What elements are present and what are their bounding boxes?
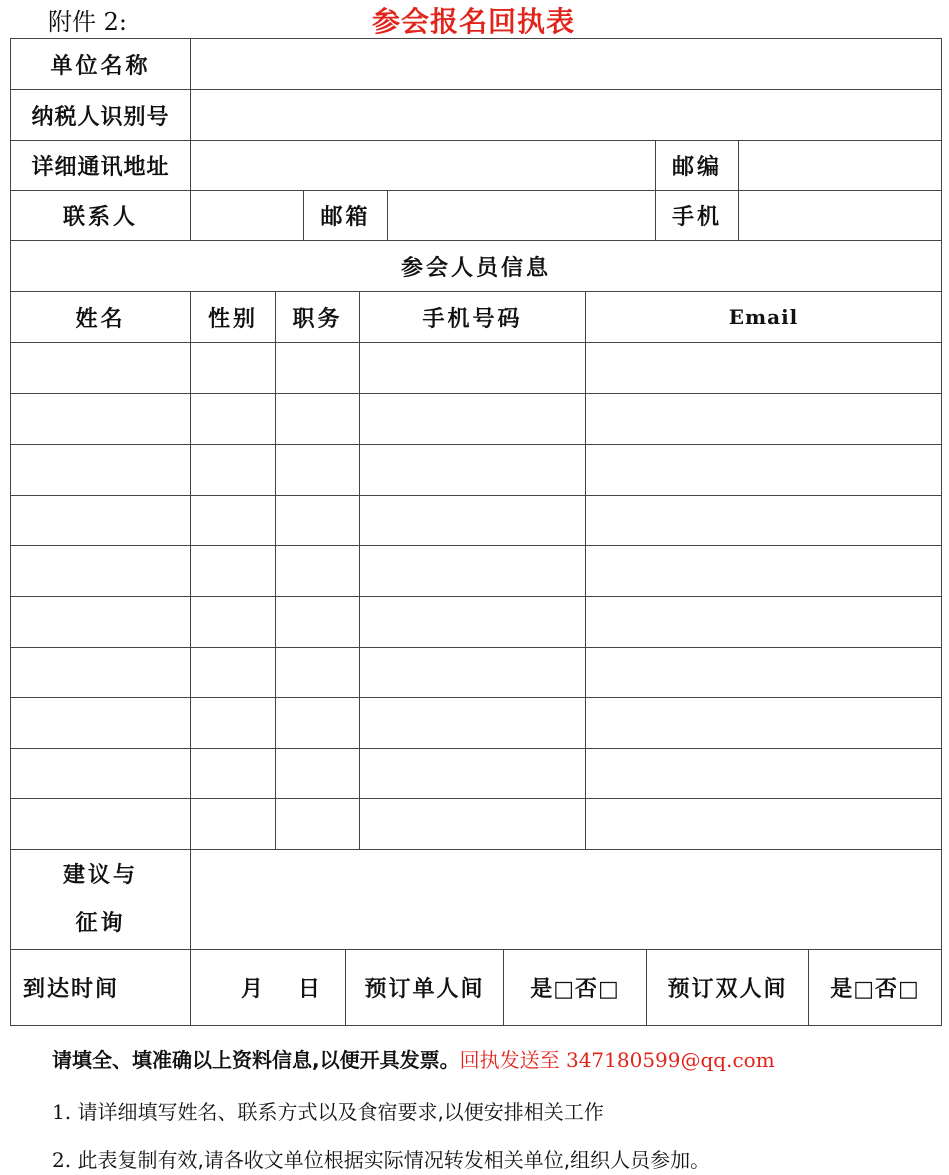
- attendee-cell[interactable]: [276, 394, 359, 444]
- mobile-field[interactable]: [739, 191, 941, 240]
- attendee-name-cell[interactable]: [11, 698, 190, 748]
- attendee-cell[interactable]: [360, 445, 585, 495]
- attendee-cell[interactable]: [191, 749, 275, 798]
- address-label: 详细通讯地址: [31, 155, 170, 180]
- single-room-label: 预订单人间: [364, 977, 485, 1002]
- attendee-cell[interactable]: [276, 597, 359, 647]
- footer-note: [52, 1044, 775, 1073]
- postcode-field[interactable]: [739, 141, 941, 190]
- attendee-cell[interactable]: [276, 546, 359, 596]
- arrival-label: 到达时间: [23, 977, 120, 1002]
- attendee-cell[interactable]: [586, 496, 941, 545]
- attendee-cell[interactable]: [360, 597, 585, 647]
- attendee-cell[interactable]: [586, 394, 941, 444]
- attendee-name-cell[interactable]: [11, 597, 190, 647]
- address-field[interactable]: [191, 141, 655, 190]
- attendee-cell[interactable]: [586, 648, 941, 697]
- double-room-label: 预订双人间: [667, 977, 788, 1002]
- footer-item-2-text: 此表复制有效,请各收文单位根据实际情况转发相关单位,组织人员参加。: [77, 1148, 711, 1172]
- attendee-cell[interactable]: [276, 445, 359, 495]
- attendee-cell[interactable]: [586, 597, 941, 647]
- attendee-cell[interactable]: [276, 496, 359, 545]
- attendee-name-cell[interactable]: [11, 394, 190, 444]
- attendee-name-cell[interactable]: [11, 445, 190, 495]
- taxpayer-id-field[interactable]: [191, 90, 941, 140]
- attendee-cell[interactable]: [191, 343, 275, 393]
- attendee-name-cell[interactable]: [11, 496, 190, 545]
- attendee-cell[interactable]: [586, 343, 941, 393]
- footer-item-2-number: 2.: [52, 1148, 72, 1172]
- column-header-name: 姓名: [75, 306, 126, 332]
- attendee-cell[interactable]: [586, 698, 941, 748]
- unit-name-field[interactable]: [191, 39, 941, 89]
- attendee-cell[interactable]: [191, 597, 275, 647]
- attendee-cell[interactable]: [360, 749, 585, 798]
- email-label: 邮箱: [320, 205, 371, 230]
- suggestion-label-line2: 征询: [75, 910, 126, 936]
- footer-note-bold: 请填全、填准确以上资料信息,以便开具发票。: [52, 1048, 460, 1072]
- attendee-cell[interactable]: [276, 343, 359, 393]
- attendee-cell[interactable]: [586, 799, 941, 849]
- column-header-gender: 性别: [207, 306, 258, 332]
- day-label: 日: [297, 977, 323, 1002]
- attendee-cell[interactable]: [360, 799, 585, 849]
- attendee-cell[interactable]: [191, 546, 275, 596]
- attendee-cell[interactable]: [276, 698, 359, 748]
- column-header-email: Email: [728, 305, 799, 329]
- attendee-name-cell[interactable]: [11, 343, 190, 393]
- arrival-date-field[interactable]: [191, 950, 345, 1025]
- column-header-position: 职务: [292, 306, 343, 332]
- attendee-cell[interactable]: [191, 799, 275, 849]
- postcode-label: 邮编: [671, 155, 722, 180]
- suggestion-field[interactable]: [191, 850, 941, 949]
- footer-item-1-text: 请详细填写姓名、联系方式以及食宿要求,以便安排相关工作: [77, 1100, 604, 1124]
- footer-email: 347180599@qq.com: [565, 1048, 775, 1072]
- suggestion-label-line1: 建议与: [62, 862, 138, 888]
- attendee-cell[interactable]: [191, 445, 275, 495]
- attendee-cell[interactable]: [191, 648, 275, 697]
- attendee-cell[interactable]: [360, 698, 585, 748]
- column-header-phone: 手机号码: [422, 306, 523, 332]
- attendee-cell[interactable]: [586, 546, 941, 596]
- footer-item-1: [52, 1096, 604, 1125]
- attendee-cell[interactable]: [191, 698, 275, 748]
- single-room-choice[interactable]: 是□否□: [530, 977, 620, 1002]
- attendee-cell[interactable]: [191, 394, 275, 444]
- attendee-cell[interactable]: [586, 749, 941, 798]
- attendee-cell[interactable]: [360, 343, 585, 393]
- attendee-section-header: 参会人员信息: [400, 255, 551, 281]
- contact-field[interactable]: [191, 191, 303, 240]
- footer-note-red: 回执发送至: [459, 1048, 566, 1072]
- contact-label: 联系人: [62, 205, 138, 230]
- attendee-cell[interactable]: [276, 799, 359, 849]
- attendee-name-cell[interactable]: [11, 648, 190, 697]
- attendee-cell[interactable]: [360, 496, 585, 545]
- attendee-cell[interactable]: [191, 496, 275, 545]
- attendee-name-cell[interactable]: [11, 799, 190, 849]
- footer-item-1-number: 1.: [52, 1100, 72, 1124]
- mobile-label: 手机: [671, 205, 722, 230]
- attendee-name-cell[interactable]: [11, 546, 190, 596]
- double-room-choice[interactable]: 是□否□: [830, 977, 920, 1002]
- month-label: 月: [240, 977, 266, 1002]
- attachment-label: 附件 2:: [48, 8, 127, 36]
- attendee-cell[interactable]: [586, 445, 941, 495]
- attendee-cell[interactable]: [360, 394, 585, 444]
- form-title: 参会报名回执表: [372, 5, 576, 38]
- unit-name-label: 单位名称: [50, 53, 151, 79]
- email-field[interactable]: [388, 191, 655, 240]
- attendee-cell[interactable]: [276, 749, 359, 798]
- taxpayer-id-label: 纳税人识别号: [31, 104, 170, 130]
- footer-item-2: [52, 1144, 710, 1173]
- attendee-name-cell[interactable]: [11, 749, 190, 798]
- attendee-cell[interactable]: [276, 648, 359, 697]
- attendee-cell[interactable]: [360, 648, 585, 697]
- suggestion-label: [11, 850, 190, 949]
- attendee-cell[interactable]: [360, 546, 585, 596]
